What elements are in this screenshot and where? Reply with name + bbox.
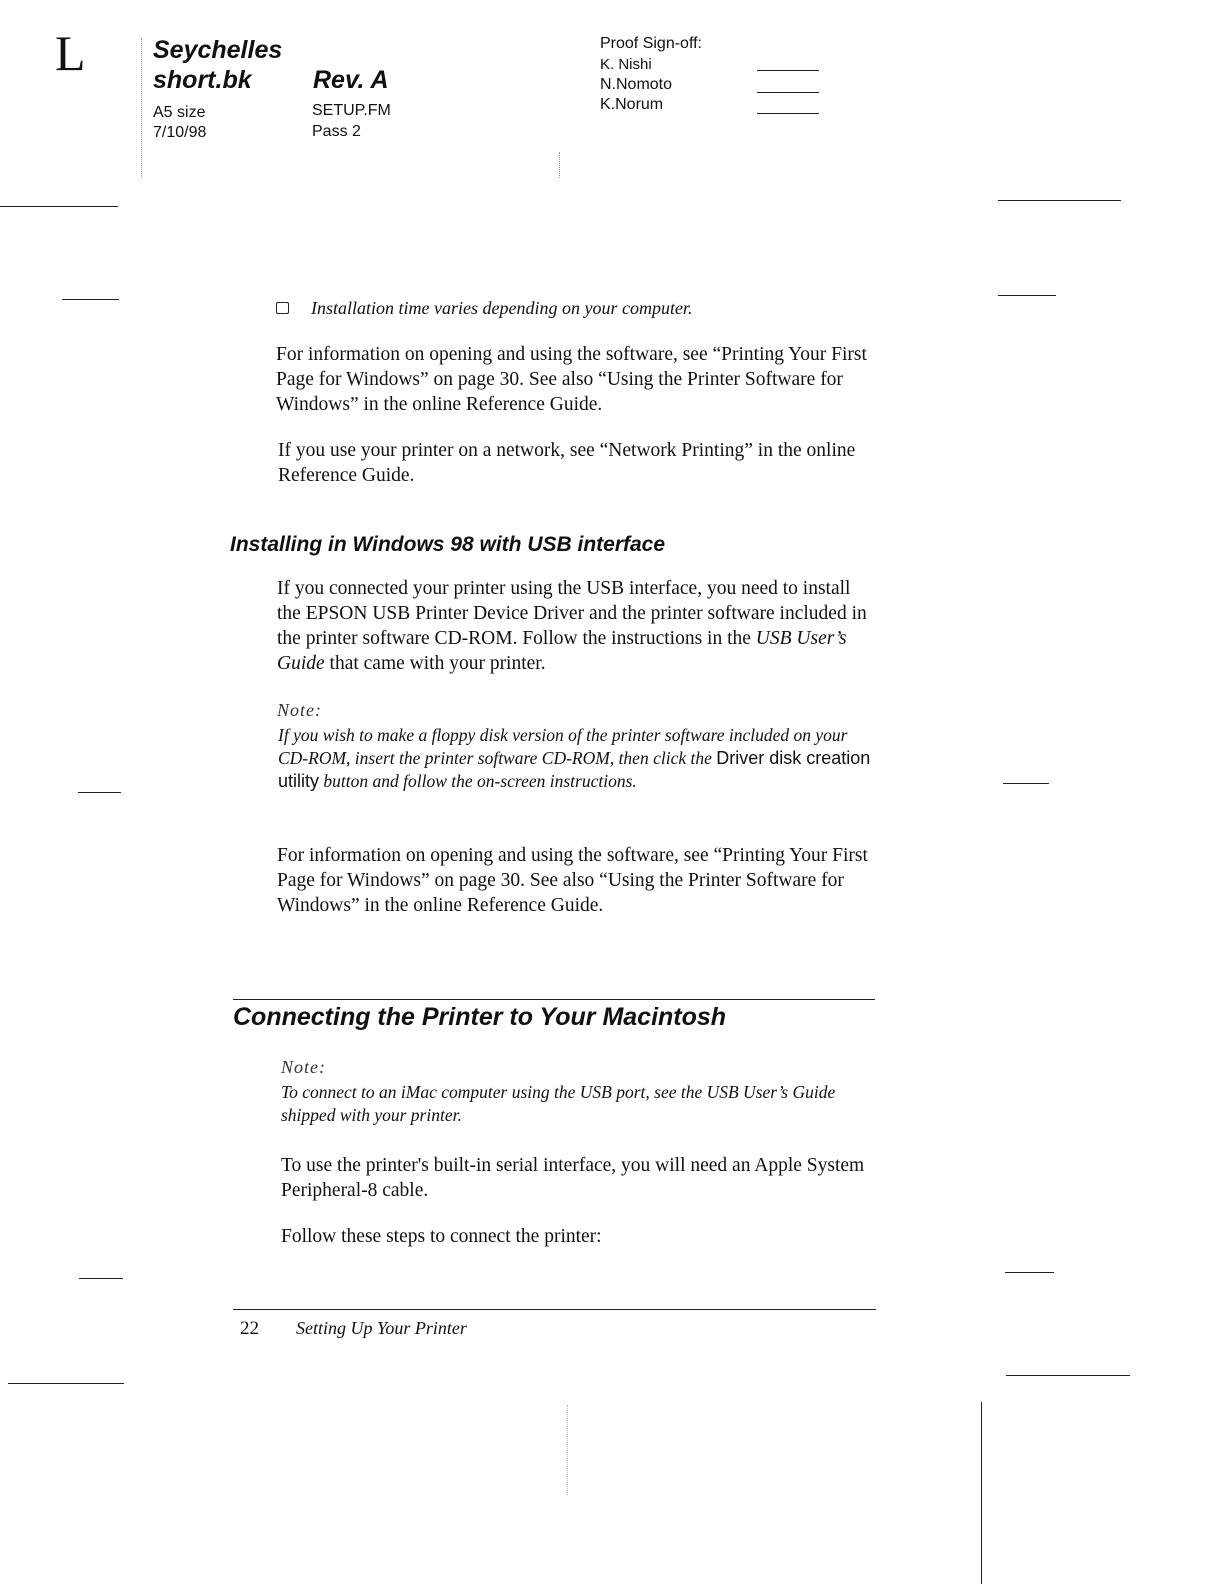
center-tick-top xyxy=(559,152,560,178)
bullet-text: Installation time varies depending on your computer. xyxy=(311,298,693,318)
margin-mark-right-1 xyxy=(998,295,1056,296)
signer-3: K.Norum xyxy=(600,96,664,113)
footer-rule xyxy=(233,1309,876,1310)
paragraph-4: For information on opening and using the software, see “Printing Your First Page for Windows” on page 30. See also “Using the Printer Software for Windows” in the online Reference Guide. xyxy=(277,845,868,916)
bullet-box xyxy=(276,301,289,319)
signoff-line-1 xyxy=(757,70,819,71)
crop-mark-right-1 xyxy=(998,200,1121,201)
revision: Rev. A xyxy=(313,66,389,94)
driver-disk-button-ref: Driver disk creation utility xyxy=(278,748,871,791)
section-heading: Installing in Windows 98 with USB interface xyxy=(230,533,666,556)
crop-mark-left-1 xyxy=(0,206,118,207)
checkbox-icon xyxy=(276,302,289,314)
binding-mark xyxy=(981,1402,982,1584)
file-name: SETUP.FM xyxy=(312,102,391,119)
signoff-line-2 xyxy=(757,92,819,93)
margin-mark-left-1 xyxy=(62,299,119,300)
margin-letter: L xyxy=(55,25,86,81)
book-title-line1: Seychelles xyxy=(153,36,283,64)
crop-mark-right-2 xyxy=(1006,1375,1130,1376)
paragraph-6: Follow these steps to connect the printer: xyxy=(281,1226,602,1247)
pass-number: Pass 2 xyxy=(312,123,361,140)
margin-mark-left-2 xyxy=(78,792,121,793)
note-label-2: Note: xyxy=(281,1057,326,1077)
crop-mark-left-2 xyxy=(8,1383,124,1384)
paragraph-2: If you use your printer on a network, see “Network Printing” in the online Reference Guide. xyxy=(278,440,856,486)
header-dotted-rule xyxy=(141,38,142,178)
note-label-1: Note: xyxy=(277,700,322,720)
chapter-rule xyxy=(233,999,875,1000)
usb-guide-title: USB User’s Guide xyxy=(277,628,847,674)
signer-1: K. Nishi xyxy=(600,56,652,73)
signoff-line-3 xyxy=(757,113,819,114)
margin-mark-left-3 xyxy=(79,1278,123,1279)
margin-mark-right-2 xyxy=(1003,783,1049,784)
chapter-heading: Connecting the Printer to Your Macintosh xyxy=(233,1003,727,1031)
paragraph-1: For information on opening and using the software, see “Printing Your First Page for Windows” on page 30. See also “Using the Printer Software for Windows” in the online Reference Guide. xyxy=(276,344,867,415)
page-number: 22 xyxy=(240,1318,259,1339)
page-size: A5 size xyxy=(153,104,206,121)
note-text-1: If you wish to make a floppy disk version of the printer software included on your CD-ROM, insert the printer software CD-ROM, then click the Driver disk creation utility button and follow the on-screen instructions. xyxy=(278,725,871,791)
running-title: Setting Up Your Printer xyxy=(296,1318,467,1338)
paragraph-5: To use the printer's built-in serial interface, you will need an Apple System Peripheral-8 cable. xyxy=(281,1155,865,1201)
margin-mark-right-3 xyxy=(1005,1272,1054,1273)
signer-2: N.Nomoto xyxy=(600,76,673,93)
doc-date: 7/10/98 xyxy=(153,124,207,141)
book-title-line2: short.bk xyxy=(153,66,252,94)
proof-signoff-title: Proof Sign-off: xyxy=(600,35,702,52)
paragraph-3: If you connected your printer using the USB interface, you need to install the EPSON USB Printer Device Driver and the printer software included in the printer software CD-ROM. Follow the instructions in the USB User’s Guide that came with your printer. xyxy=(277,578,867,674)
note-text-2: To connect to an iMac computer using the USB port, see the USB User’s Guide shipped with your printer. xyxy=(281,1082,836,1125)
center-tick-bottom xyxy=(567,1405,568,1495)
